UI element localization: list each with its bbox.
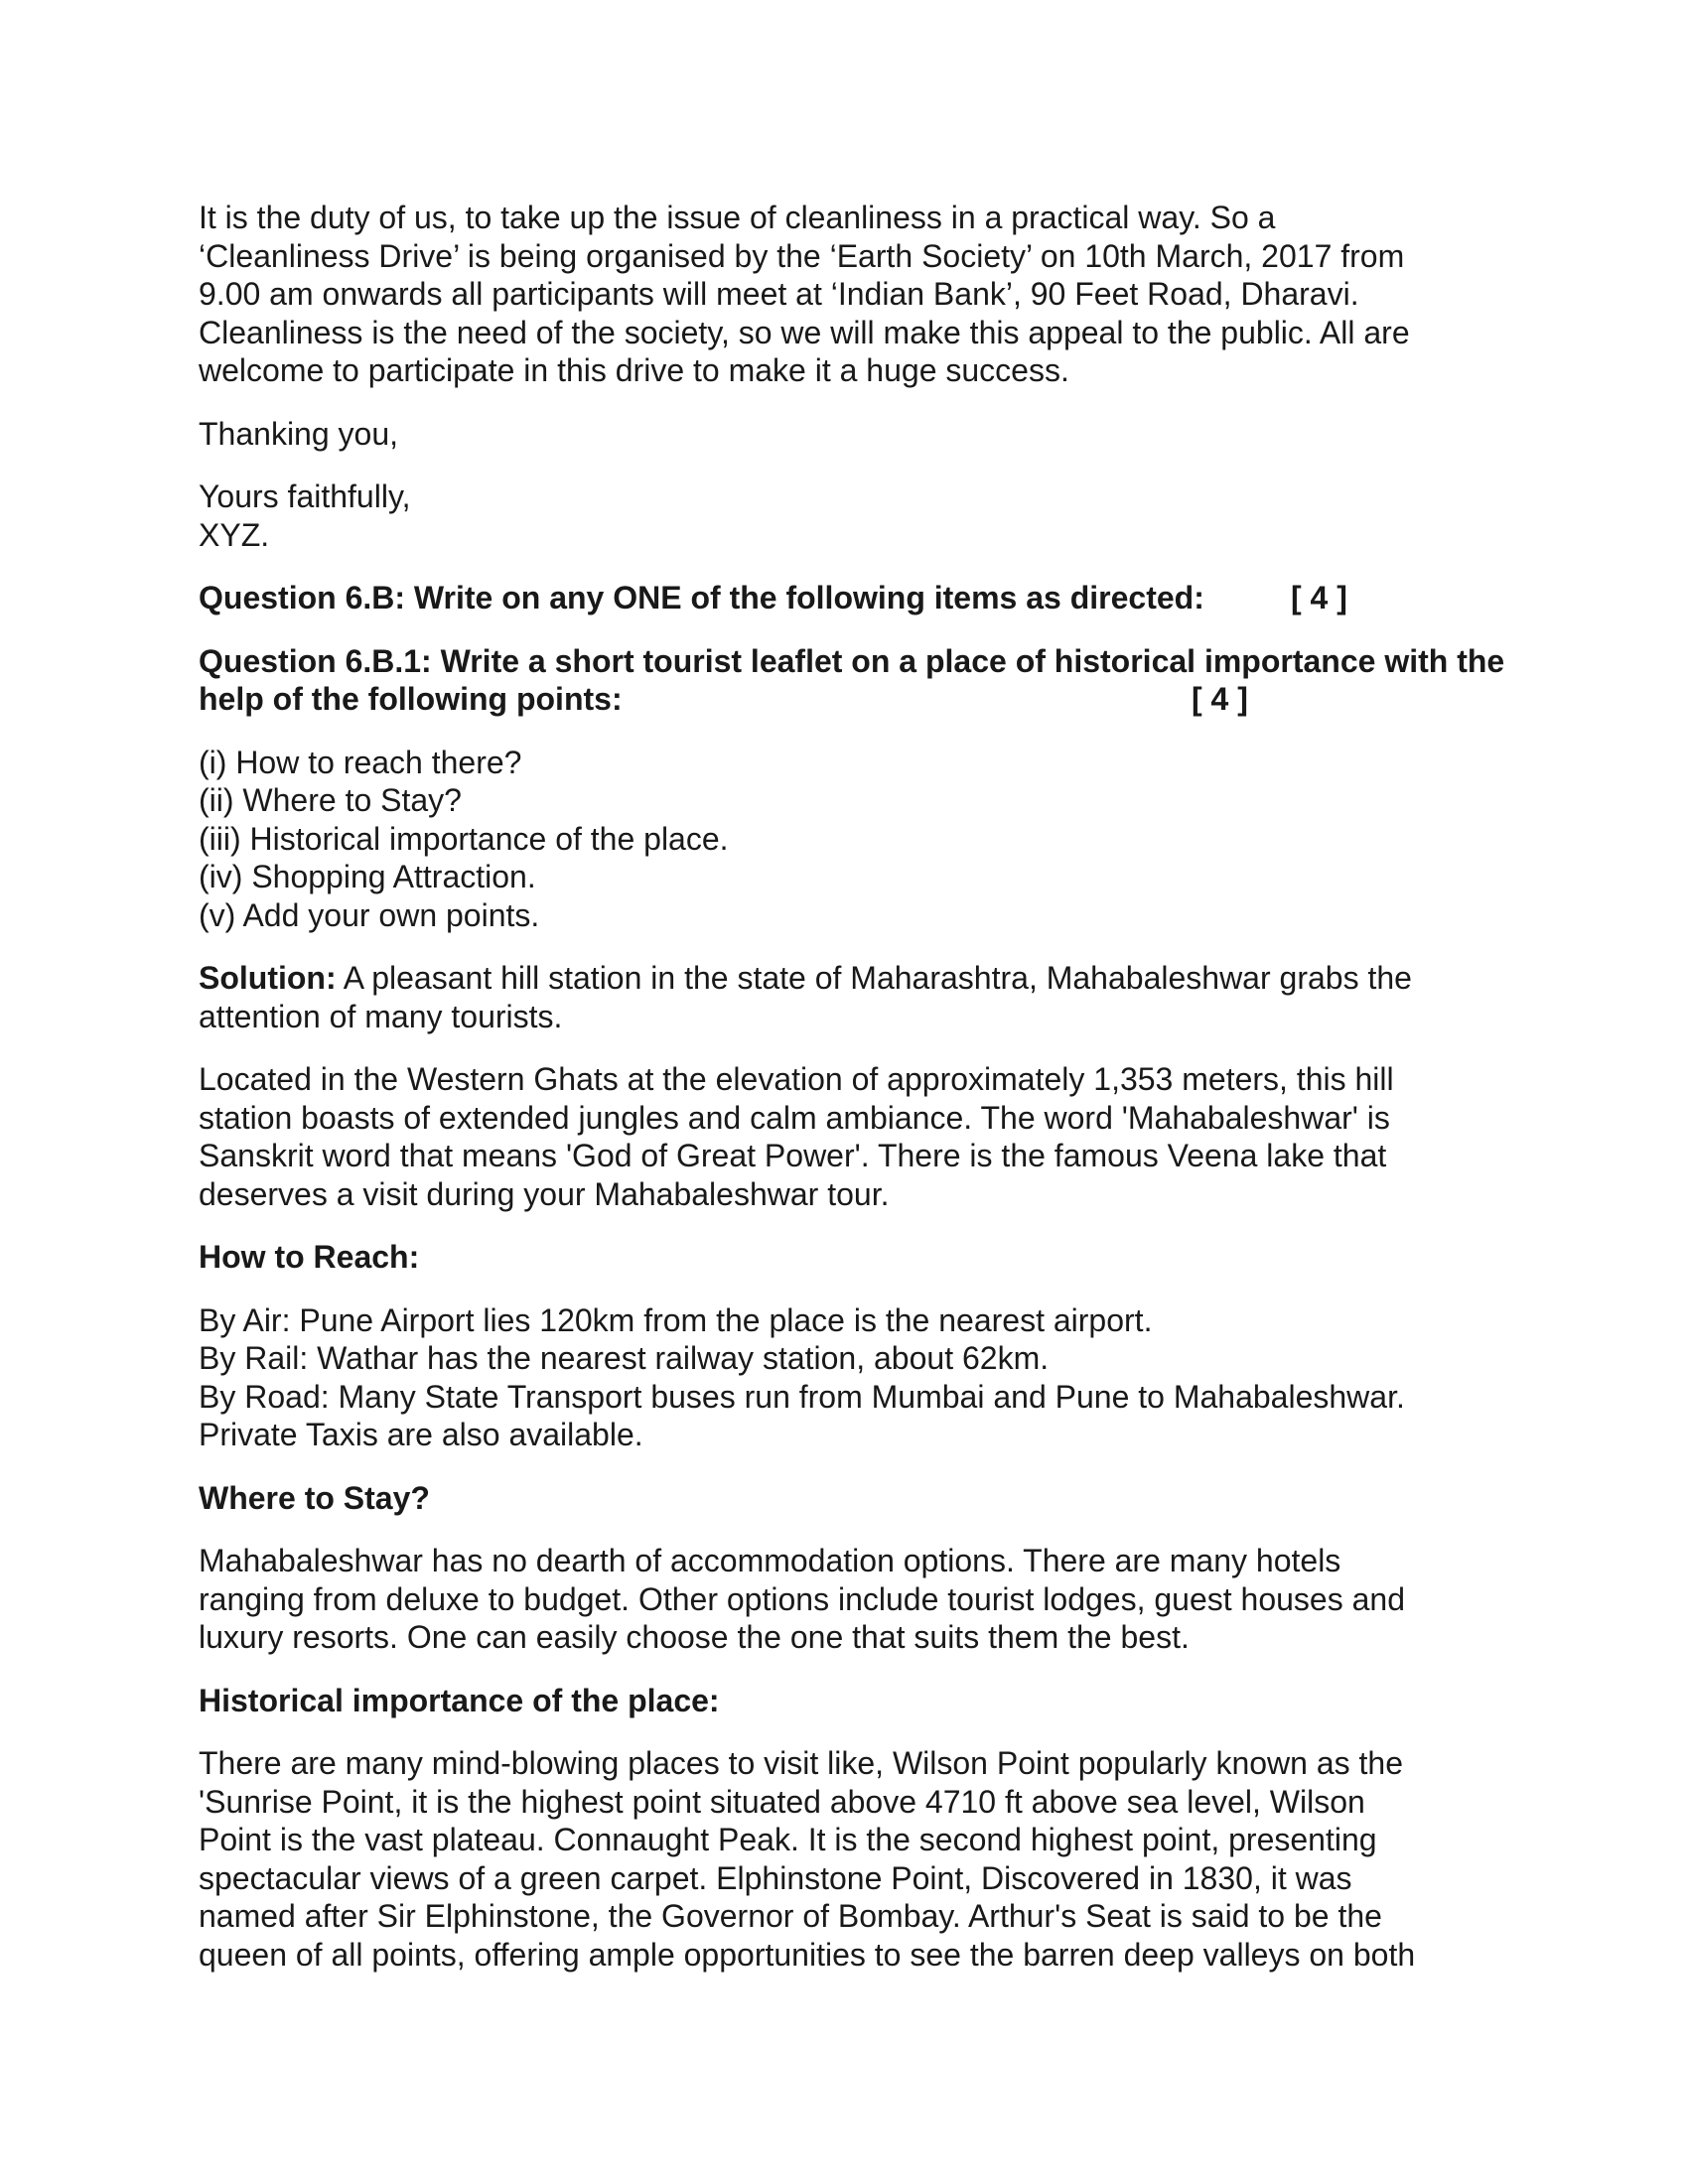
stay-paragraph: [199, 1542, 1509, 1657]
solution-intro-line2: attention of many tourists.: [199, 998, 563, 1034]
location-paragraph: [199, 1060, 1509, 1213]
stay-line: Mahabaleshwar has no dearth of accommodation options. There are many hotels: [199, 1543, 1341, 1578]
question-6b-text: Question 6.B: Write on any ONE of the following items as directed:: [199, 580, 1204, 615]
history-line: There are many mind-blowing places to visit like, Wilson Point popularly known as the: [199, 1745, 1403, 1781]
solution-intro-line1: [199, 959, 1509, 998]
where-to-stay-heading-text: Where to Stay?: [199, 1479, 430, 1516]
point-item: (i) How to reach there?: [199, 744, 522, 780]
where-to-stay-heading: [199, 1479, 1509, 1518]
point-item: (iv) Shopping Attraction.: [199, 859, 536, 894]
history-line: Point is the vast plateau. Connaught Peak. It is the second highest point, presenting: [199, 1822, 1377, 1857]
stay-line: ranging from deluxe to budget. Other options include tourist lodges, guest houses and: [199, 1580, 1405, 1617]
location-line: Sanskrit word that means 'God of Great Power'. There is the famous Veena lake that: [199, 1138, 1387, 1173]
letter-signoff-name: XYZ.: [199, 516, 270, 553]
reach-line: By Road: Many State Transport buses run from Mumbai and Pune to Mahabaleshwar.: [199, 1378, 1405, 1415]
stay-line: luxury resorts. One can easily choose the one that suits them the best.: [199, 1619, 1190, 1655]
letter-body-paragraph: [199, 199, 1509, 390]
location-line: Located in the Western Ghats at the elevation of approximately 1,353 meters, this hill: [199, 1061, 1394, 1097]
reach-line: By Rail: Wathar has the nearest railway station, about 62km.: [199, 1340, 1050, 1376]
history-line: 'Sunrise Point, it is the highest point situated above 4710 ft above sea level, Wilson: [199, 1783, 1365, 1820]
point-item: (ii) Where to Stay?: [199, 782, 462, 818]
marks-badge: [ 4 ]: [1192, 681, 1248, 717]
letter-body-line: It is the duty of us, to take up the issue of cleanliness in a practical way. So a: [199, 200, 1276, 235]
history-line: queen of all points, offering ample opportunities to see the barren deep valleys on both: [199, 1936, 1416, 1973]
history-line: spectacular views of a green carpet. Elphinstone Point, Discovered in 1830, it was: [199, 1859, 1352, 1896]
point-item: (v) Add your own points.: [199, 896, 540, 933]
historical-importance-heading-text: Historical importance of the place:: [199, 1682, 720, 1718]
question-6b1-text: help of the following points:: [199, 681, 623, 717]
location-line: station boasts of extended jungles and calm ambiance. The word 'Mahabaleshwar' is: [199, 1099, 1390, 1136]
letter-body-line: Cleanliness is the need of the society, so we will make this appeal to the public. All are: [199, 314, 1410, 350]
question-6b1-line1: Question 6.B.1: Write a short tourist leaflet on a place of historical importance with the: [199, 642, 1505, 679]
point-item: (iii) Historical importance of the place.: [199, 820, 729, 857]
reach-line: Private Taxis are also available.: [199, 1417, 643, 1452]
solution-intro-text: A pleasant hill station in the state of Maharashtra, Mahabaleshwar grabs the: [336, 960, 1412, 996]
location-line: deserves a visit during your Mahabaleshwar tour.: [199, 1175, 890, 1212]
letter-thanks: [199, 415, 1509, 454]
question-6b-heading: [199, 579, 1509, 617]
historical-importance-heading: [199, 1682, 1509, 1720]
question-6b1-heading: [199, 642, 1509, 719]
history-line: named after Sir Elphinstone, the Governor of Bombay. Arthur's Seat is said to be the: [199, 1898, 1382, 1934]
letter-signoff: [199, 478, 1509, 554]
question-6b1-line2: [199, 680, 1509, 719]
letter-body-line: ‘Cleanliness Drive’ is being organised by the ‘Earth Society’ on 10th March, 2017 from: [199, 237, 1405, 274]
how-to-reach-heading: [199, 1238, 1509, 1277]
reach-details: [199, 1301, 1509, 1454]
question-6b-line: [199, 579, 1509, 617]
marks-badge: [ 4 ]: [1291, 580, 1347, 615]
history-paragraph: [199, 1744, 1509, 1974]
reach-line: By Air: Pune Airport lies 120km from the place is the nearest airport.: [199, 1301, 1153, 1338]
letter-signoff-line: Yours faithfully,: [199, 478, 411, 514]
solution-intro-paragraph: [199, 959, 1509, 1035]
letter-body-line: welcome to participate in this drive to make it a huge success.: [199, 352, 1069, 388]
letter-thanks-line: Thanking you,: [199, 415, 399, 452]
how-to-reach-heading-text: How to Reach:: [199, 1239, 420, 1275]
solution-label: Solution:: [199, 960, 337, 996]
letter-body-line: 9.00 am onwards all participants will meet at ‘Indian Bank’, 90 Feet Road, Dharavi.: [199, 276, 1359, 312]
leaflet-points-list: [199, 744, 1509, 935]
